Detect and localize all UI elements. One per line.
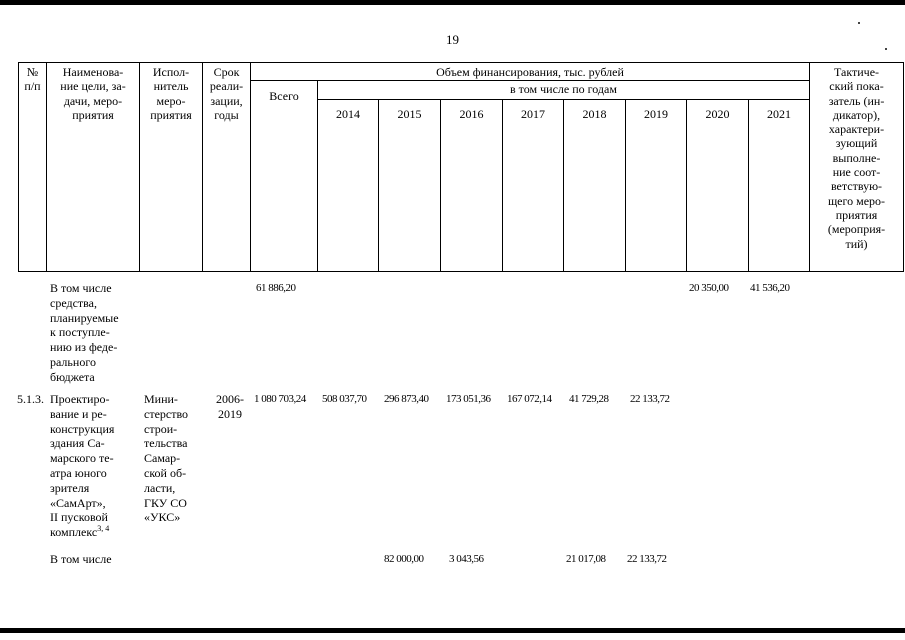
header-funding: Объем финансирования, тыс. рублей (436, 65, 624, 79)
header-year-2018: 2018 (582, 107, 607, 121)
header-year-2016: 2016 (459, 107, 484, 121)
header-executor: Испол- нитель меро- приятия (150, 65, 192, 122)
rule (625, 99, 626, 272)
row-name: В том числе (50, 552, 112, 566)
table-header (18, 62, 904, 272)
rule (440, 99, 441, 272)
cell-2021: 41 536,20 (750, 282, 790, 294)
row-executor: Мини- стерство строи- тельства Самар- ской об- ласти, ГКУ СО «УКС» (144, 392, 189, 525)
cell-2019: 22 133,72 (627, 553, 667, 565)
cell-2020: 20 350,00 (689, 282, 729, 294)
header-name: Наименова- ние цели, за- дачи, меро- приятия (60, 65, 126, 122)
header-period: Срок реали- зации, годы (209, 65, 244, 122)
cell-2015: 82 000,00 (384, 553, 424, 565)
header-year-2017: 2017 (521, 107, 545, 121)
rule (563, 99, 564, 272)
row-name (50, 392, 145, 540)
rule (18, 62, 904, 63)
cell-2014: 508 037,70 (322, 393, 367, 405)
speck (885, 48, 887, 50)
cell-2018: 41 729,28 (569, 393, 609, 405)
page-number: 19 (446, 32, 459, 47)
rule (502, 99, 503, 272)
speck (858, 22, 860, 24)
row-name-text: Проектиро- вание и ре- конструкция здания Са- марского те- атра юного зрителя «СамАрт», II пусковой комплекс (50, 392, 115, 540)
rule (903, 62, 904, 272)
rule (250, 80, 809, 81)
row-period: 2006- 2019 (216, 392, 244, 421)
row-num: 5.1.3. (17, 392, 44, 406)
rule (378, 99, 379, 272)
cell-2016: 3 043,56 (449, 553, 484, 565)
cell-2015: 296 873,40 (384, 393, 429, 405)
cell-2016: 173 051,36 (446, 393, 491, 405)
top-border (0, 0, 905, 5)
cell-total: 1 080 703,24 (254, 393, 306, 405)
cell-2019: 22 133,72 (630, 393, 670, 405)
header-indicator: Тактиче- ский пока- затель (ин- дикатор), характери- зующий выполне- ние соот- ветствую- щего меро- приятия (мероприя- тий) (827, 65, 886, 251)
header-num: № п/п (24, 65, 41, 94)
cell-2018: 21 017,08 (566, 553, 606, 565)
rule (686, 99, 687, 272)
header-year-2014: 2014 (336, 107, 360, 121)
footnote-ref: 3, 4 (97, 524, 110, 534)
rule (748, 99, 749, 272)
cell-total: 61 886,20 (256, 282, 296, 294)
header-year-2015: 2015 (397, 107, 422, 121)
header-year-2020: 2020 (705, 107, 730, 121)
bottom-border (0, 628, 905, 633)
rule (18, 271, 904, 272)
header-year-2019: 2019 (644, 107, 668, 121)
header-by-years: в том числе по годам (510, 82, 617, 96)
header-total: Всего (269, 89, 299, 103)
cell-2017: 167 072,14 (507, 393, 552, 405)
row-name: В том числе средства, планируемые к поступле- нию из феде- рального бюджета (50, 281, 119, 384)
header-year-2021: 2021 (767, 107, 791, 121)
